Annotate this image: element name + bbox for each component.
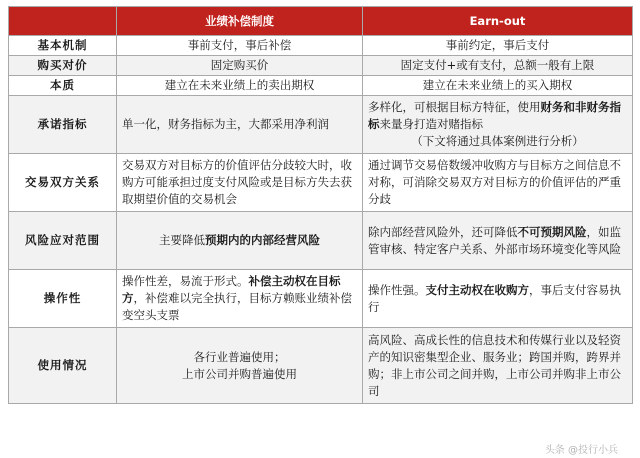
compensation-cell: 事前支付，事后补偿 <box>117 36 363 56</box>
cell-line: 上市公司并购普遍使用 <box>182 366 297 381</box>
earnout-cell: 通过调节交易倍数缓冲收购方与目标方之间信息不对称，可消除交易双方对目标方的价值评估的严重分歧 <box>363 154 633 212</box>
row-label: 本质 <box>9 76 117 96</box>
cell-text: ，如监管审核、特定客户关系、外部市场环境变化等风险 <box>368 224 621 256</box>
compensation-cell: 单一化，财务指标为主，大都采用净利润 <box>117 96 363 154</box>
cell-text: 主要降低 <box>159 233 205 247</box>
compensation-cell <box>117 212 363 270</box>
watermark: 头条 @投行小兵 <box>544 445 618 456</box>
cell-text: 多样化，可根据目标方特征，使用 <box>368 100 541 114</box>
comparison-table <box>8 6 633 404</box>
earnout-cell: 建立在未来业绩上的买入期权 <box>363 76 633 96</box>
cell-text: ，事后支付容易执行 <box>368 282 621 314</box>
row-label: 交易双方关系 <box>9 154 117 212</box>
earnout-cell: 事前约定，事后支付 <box>363 36 633 56</box>
row-operability <box>9 270 633 328</box>
row-essence <box>9 76 633 96</box>
cell-line: 各行业普遍使用； <box>193 349 286 364</box>
earnout-cell <box>363 96 633 154</box>
compensation-cell <box>117 328 363 404</box>
cell-text: ，补偿难以完全执行，目标方赖账业绩补偿变空头支票 <box>122 291 352 322</box>
earnout-cell: 固定支付+或有支付，总额一般有上限 <box>363 56 633 76</box>
row-label: 购买对价 <box>9 56 117 76</box>
row-party-relationship <box>9 154 633 212</box>
row-usage <box>9 328 633 404</box>
row-purchase-price <box>9 56 633 76</box>
compensation-cell <box>117 270 363 328</box>
cell-text: 操作性强。 <box>368 282 426 297</box>
cell-emphasis: 不可预期风险 <box>517 224 587 239</box>
cell-text: 除内部经营风险外，还可降低 <box>368 224 518 239</box>
compensation-cell: 交易双方对目标方的价值评估分歧较大时，收购方可能承担过度支付风险或是目标方失去获取期望价值的交易机会 <box>117 154 363 212</box>
cell-emphasis: 预期内的内部经营风险 <box>205 233 320 247</box>
row-label: 承诺指标 <box>9 96 117 154</box>
cell-emphasis: 支付主动权在收购方 <box>425 282 529 297</box>
cell-text: 来量身打造对赌指标 <box>379 117 483 131</box>
header-blank <box>9 7 117 36</box>
earnout-cell <box>363 270 633 328</box>
row-label: 基本机制 <box>9 36 117 56</box>
earnout-cell <box>363 212 633 270</box>
row-label: 操作性 <box>9 270 117 328</box>
earnout-cell: 高风险、高成长性的信息技术和传媒行业以及轻资产的知识密集型企业、服务业；跨国并购，跨界并购；非上市公司之间并购，上市公司并购非上市公司 <box>363 328 633 404</box>
cell-text: 操作性差，易流于形式。 <box>122 274 249 288</box>
header-performance-compensation: 业绩补偿制度 <box>117 7 363 36</box>
cell-emphasis: 补偿主动权在目标方 <box>122 274 341 305</box>
row-risk-scope <box>9 212 633 270</box>
cell-emphasis: 财务和非财务指标 <box>368 100 621 131</box>
header-row <box>9 7 633 36</box>
row-basic-mechanism <box>9 36 633 56</box>
row-label: 风险应对范围 <box>9 212 117 270</box>
row-commitment-indicators <box>9 96 633 154</box>
header-earn-out: Earn-out <box>363 7 633 36</box>
cell-note: （下文将通过具体案例进行分析） <box>411 134 584 148</box>
row-label: 使用情况 <box>9 328 117 404</box>
compensation-cell: 建立在未来业绩上的卖出期权 <box>117 76 363 96</box>
compensation-cell: 固定购买价 <box>117 56 363 76</box>
